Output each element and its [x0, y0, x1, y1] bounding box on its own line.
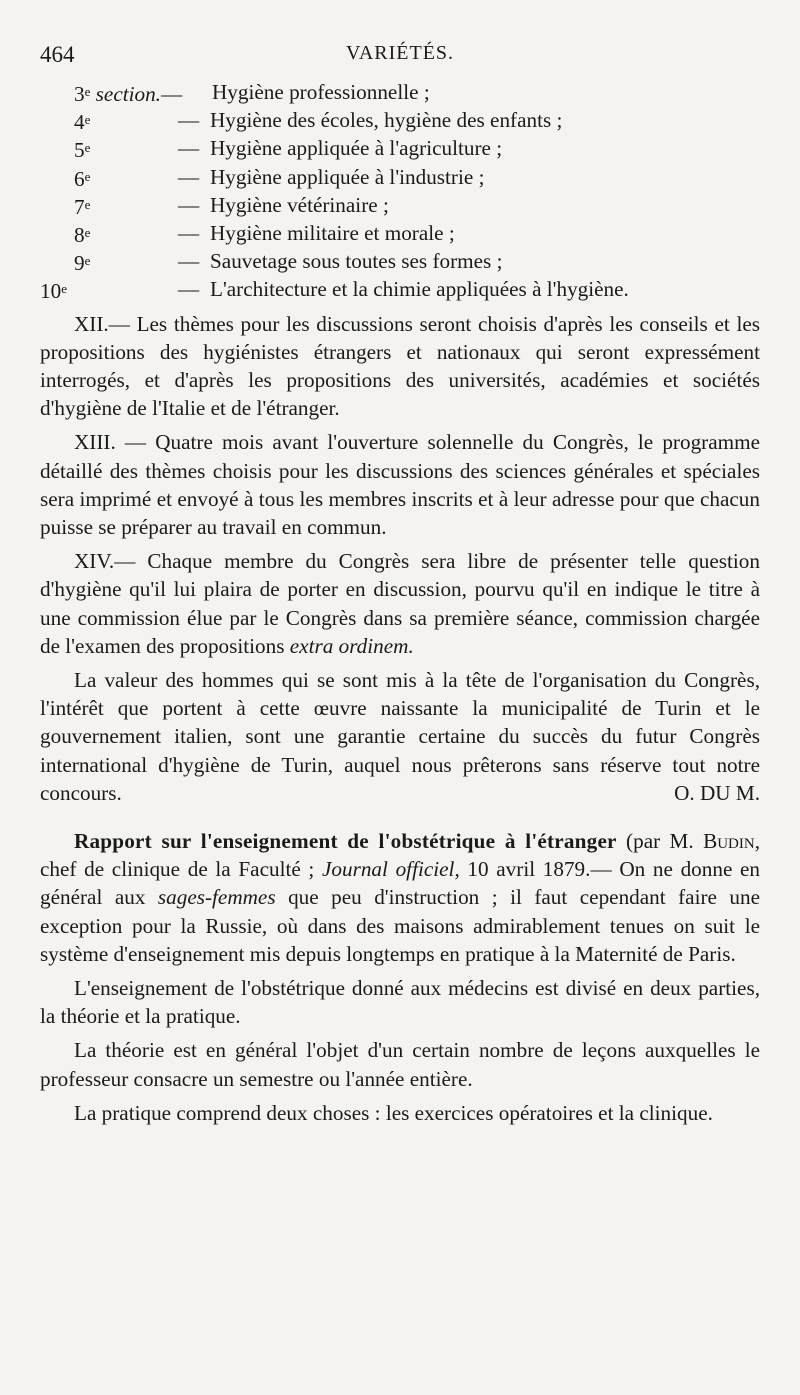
article-xiii: XIII. — Quatre mois avant l'ouverture solennelle du Congrès, le programme détaillé des thèmes choisis pour les discussions des sciences générales et spéciales sera imprimé et envoyé à tous les membres inscrits et à leur adresse pour que chacun puisse se préparer au travail en commun.: [40, 430, 760, 539]
article-xiv: XIV.— Chaque membre du Congrès sera libre de présenter telle question d'hygiène qu'il lui plaira de porter en discussion, pourvu qu'il en indique le titre à une commission élue par le Congrès dans sa première séance, commission chargée de l'examen des propositions extra ordinem.: [40, 549, 760, 658]
section-list: [40, 78, 760, 304]
report-paragraph-3: La théorie est en général l'objet d'un certain nombre de leçons auxquelles le professeur consacre un semestre ou l'année entière.: [40, 1038, 760, 1091]
section-label: Hygiène professionnelle ;: [212, 80, 430, 104]
journal-name: Journal officiel: [322, 857, 455, 882]
section-item: 5e — Hygiène appliquée à l'agriculture ;: [74, 136, 503, 163]
section-label: Hygiène militaire et morale ;: [210, 220, 455, 245]
report-paragraph-4: La pratique comprend deux choses : les exercices opératoires et la clinique.: [74, 1100, 713, 1125]
section-item: 4e — Hygiène des écoles, hygiène des enfants ;: [74, 108, 563, 135]
running-header: [40, 38, 760, 78]
section-label: Hygiène des écoles, hygiène des enfants ;: [210, 108, 563, 133]
article-xiv-italic: extra ordinem.: [289, 633, 414, 658]
report-title: Rapport sur l'enseignement de l'obstétrique à l'étranger: [74, 828, 617, 853]
section-item: 9e — Sauvetage sous toutes ses formes ;: [74, 249, 503, 276]
section-item: 3e section.— Hygiène professionnelle ;: [74, 80, 430, 106]
body-text: [40, 78, 760, 1127]
section-label: Hygiène vétérinaire ;: [210, 192, 389, 217]
signature: O. DU M.: [674, 780, 760, 805]
section-item: 10e — L'architecture et la chimie appliquées à l'hygiène.: [40, 275, 760, 303]
running-title: VARIÉTÉS.: [345, 42, 455, 64]
section-label: Hygiène appliquée à l'agriculture ;: [210, 136, 503, 161]
section-item: 7e — Hygiène vétérinaire ;: [74, 192, 389, 219]
report-paragraph: Rapport sur l'enseignement de l'obstétrique à l'étranger (par M. Budin, chef de clinique de la Faculté ; Journal officiel, 10 avril 1879.— On ne donne en général aux sages-femmes que peu d'instruction ; il faut cependant faire une exception pour la Russie, où dans des maisons admirablement tenues on suit le système d'enseignement mis depuis longtemps en pratique à la Maternité de Paris.: [40, 828, 761, 966]
article-xii: XII.— Les thèmes pour les discussions seront choisis d'après les conseils et les propositions des hygiénistes étrangers et nationaux qui seront expressément interrogés, et d'après les propositions des universités, académies et sociétés d'hygiène de l'Italie et de l'étranger.: [40, 311, 760, 421]
closing-paragraph: La valeur des hommes qui se sont mis à la tête de l'organisation du Congrès, l'intérêt que portent à cette œuvre naissante la municipalité de Turin et le gouvernement italien, sont une garantie certaine du succès du futur Congrès international d'hygiène de Turin, auquel nous prêterons sans réserve tout notre concours. O. DU M.: [40, 666, 760, 807]
report-paragraph-2: L'enseignement de l'obstétrique donné aux médecins est divisé en deux parties, la théorie et la pratique.: [40, 975, 760, 1029]
page-number: 464: [40, 42, 75, 67]
section-label: Sauvetage sous toutes ses formes ;: [210, 249, 503, 274]
section-item: 8e — Hygiène militaire et morale ;: [74, 220, 455, 247]
section-label: L'architecture et la chimie appliquées à l'hygiène.: [210, 277, 629, 302]
section-label: Hygiène appliquée à l'industrie ;: [210, 164, 485, 189]
section-item: 6e — Hygiène appliquée à l'industrie ;: [74, 164, 485, 191]
author-name: Budin: [703, 828, 755, 853]
